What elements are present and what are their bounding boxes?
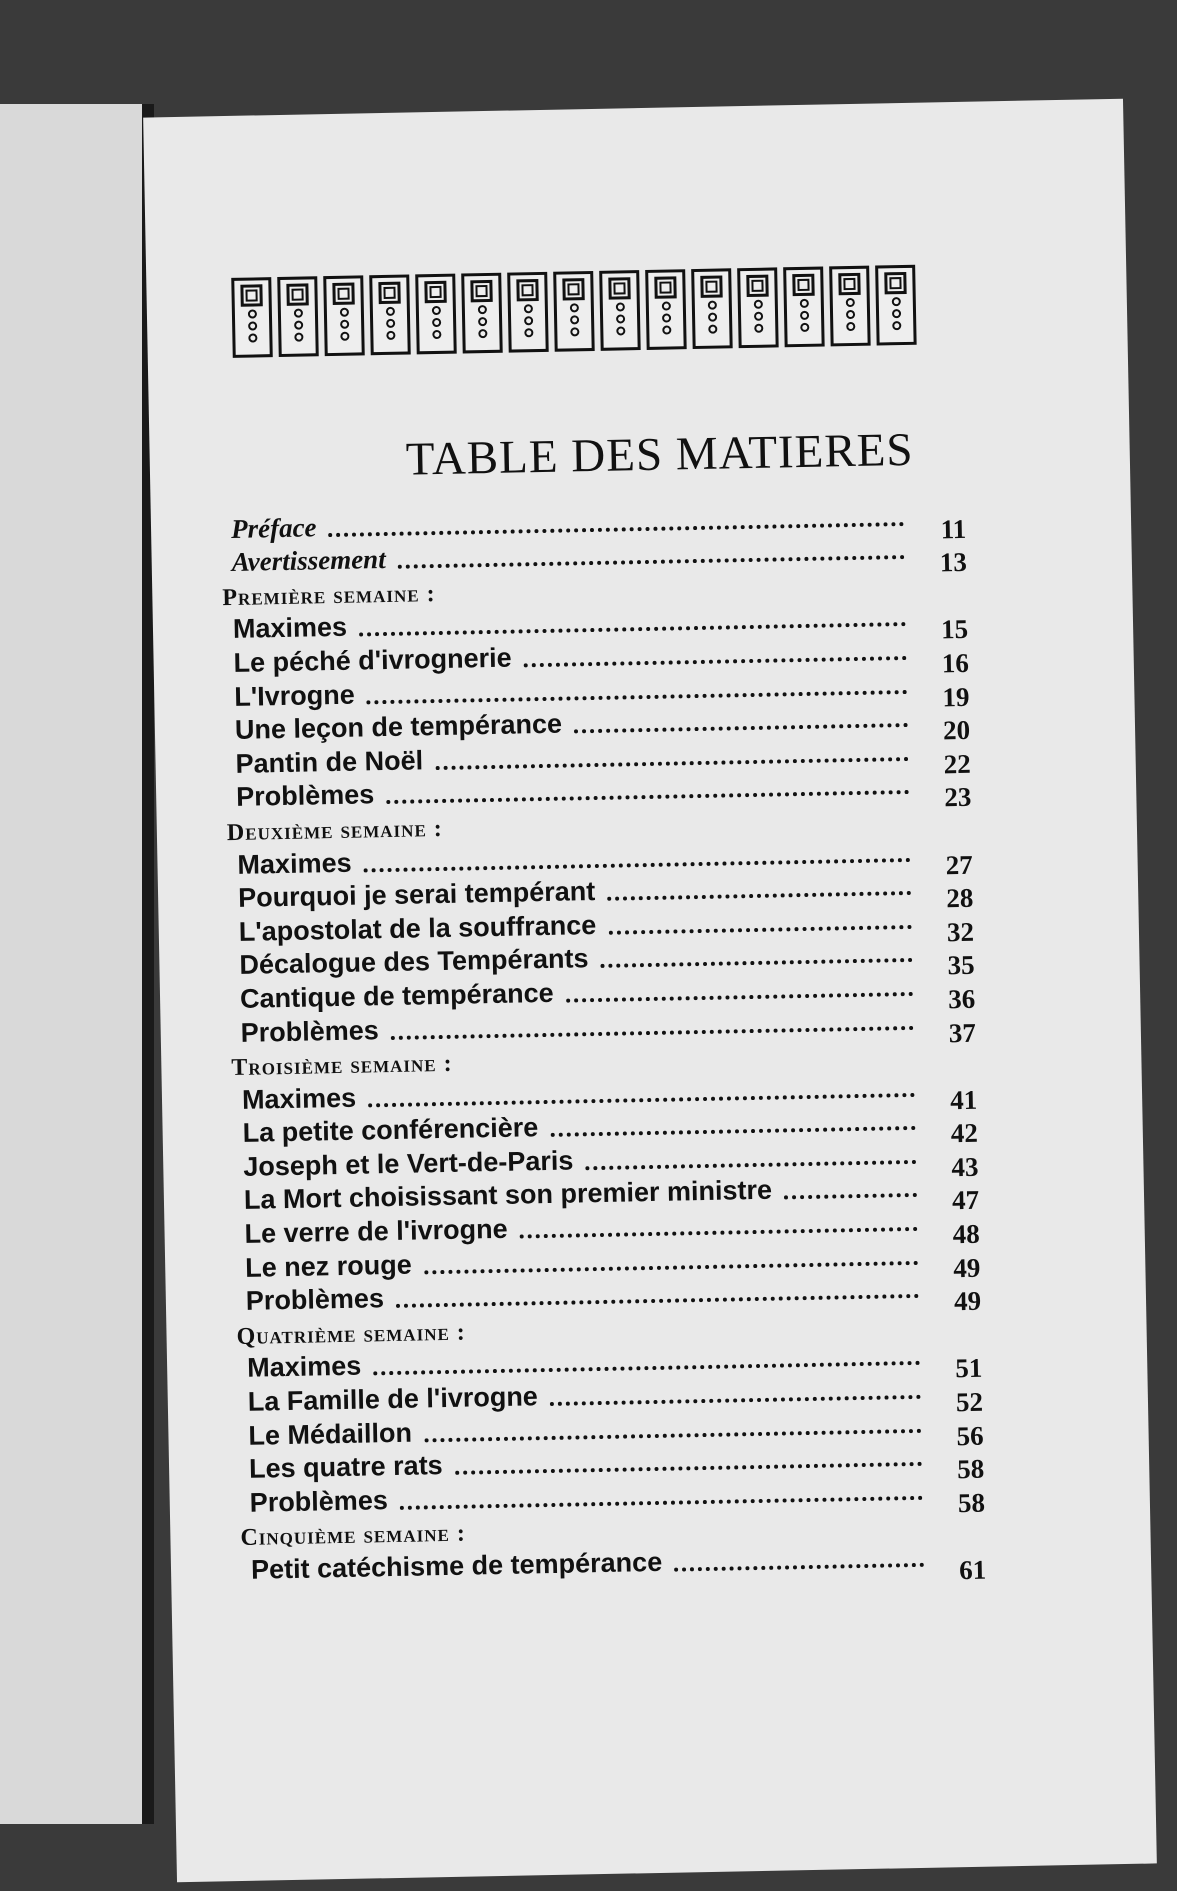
square-motif-icon bbox=[240, 284, 262, 306]
square-motif-icon bbox=[884, 272, 906, 294]
toc-page-number: 36 bbox=[947, 983, 976, 1015]
square-motif-icon bbox=[746, 275, 768, 297]
circle-motif-icon bbox=[386, 319, 395, 328]
toc-page-number: 52 bbox=[955, 1386, 984, 1418]
toc-label: Petit catéchisme de tempérance bbox=[250, 1546, 663, 1585]
circle-motif-icon bbox=[478, 329, 487, 338]
toc-label: La Famille de l'ivrogne bbox=[247, 1381, 539, 1417]
toc-label: Le verre de l'ivrogne bbox=[244, 1213, 508, 1249]
square-motif-icon bbox=[332, 283, 354, 305]
circle-motif-icon bbox=[707, 301, 716, 310]
toc-page-number: 23 bbox=[944, 782, 972, 813]
circle-motif-icon bbox=[891, 297, 900, 306]
toc-page-number: 49 bbox=[953, 1285, 982, 1317]
circle-motif-icon bbox=[800, 323, 809, 332]
toc-label: Préface bbox=[230, 511, 317, 544]
dot-leader bbox=[524, 656, 907, 667]
toc-page-number: 13 bbox=[939, 547, 968, 578]
circle-motif-icon bbox=[293, 309, 302, 318]
dot-leader bbox=[784, 1193, 917, 1200]
toc-page-number: 42 bbox=[950, 1118, 979, 1149]
toc-page-number: 19 bbox=[942, 681, 970, 712]
toc-page-number: 43 bbox=[951, 1151, 979, 1183]
decorative-ornament-band bbox=[231, 265, 916, 358]
square-motif-icon bbox=[700, 275, 722, 297]
table-of-contents bbox=[221, 497, 987, 1586]
circle-motif-icon bbox=[661, 301, 670, 310]
toc-label: Maximes bbox=[237, 847, 352, 880]
circle-motif-icon bbox=[845, 298, 854, 307]
circle-motif-icon bbox=[799, 299, 808, 308]
circle-motif-icon bbox=[753, 312, 762, 321]
toc-page-number: 51 bbox=[955, 1353, 983, 1384]
toc-label: Maximes bbox=[232, 612, 348, 645]
circle-motif-icon bbox=[662, 313, 671, 322]
toc-label: Maximes bbox=[246, 1351, 362, 1384]
ornament-tile bbox=[415, 274, 457, 355]
circle-motif-icon bbox=[708, 325, 717, 334]
toc-label: Cantique de tempérance bbox=[239, 977, 554, 1014]
toc-label: Troisième semaine : bbox=[231, 1050, 453, 1082]
toc-label: Une leçon de tempérance bbox=[234, 708, 563, 746]
square-motif-icon bbox=[378, 282, 400, 304]
toc-page-number: 37 bbox=[948, 1017, 977, 1048]
circle-motif-icon bbox=[294, 333, 303, 342]
circle-motif-icon bbox=[570, 327, 579, 336]
circle-motif-icon bbox=[753, 300, 762, 309]
ornament-tile bbox=[369, 274, 411, 355]
toc-page-number: 35 bbox=[947, 950, 975, 981]
dot-leader bbox=[674, 1563, 924, 1572]
dot-leader bbox=[608, 925, 912, 935]
toc-page-number: 20 bbox=[942, 714, 971, 746]
circle-motif-icon bbox=[431, 306, 440, 315]
circle-motif-icon bbox=[524, 316, 533, 325]
ornament-tile bbox=[323, 275, 365, 356]
circle-motif-icon bbox=[523, 304, 532, 313]
circle-motif-icon bbox=[662, 325, 671, 334]
toc-label: Pourquoi je serai tempérant bbox=[237, 876, 596, 914]
circle-motif-icon bbox=[385, 307, 394, 316]
circle-motif-icon bbox=[570, 315, 579, 324]
ornament-tile bbox=[783, 267, 825, 348]
dot-leader bbox=[601, 958, 913, 968]
book-page bbox=[143, 99, 1157, 1882]
square-motif-icon bbox=[838, 273, 860, 295]
circle-motif-icon bbox=[616, 314, 625, 323]
circle-motif-icon bbox=[340, 332, 349, 341]
square-motif-icon bbox=[562, 278, 584, 300]
circle-motif-icon bbox=[340, 320, 349, 329]
toc-label: Joseph et le Vert-de-Paris bbox=[243, 1145, 574, 1182]
square-motif-icon bbox=[654, 276, 676, 298]
circle-motif-icon bbox=[478, 317, 487, 326]
circle-motif-icon bbox=[386, 331, 395, 340]
dot-leader bbox=[574, 723, 908, 733]
toc-page-number: 22 bbox=[943, 748, 971, 780]
ornament-tile bbox=[507, 272, 549, 353]
dot-leader bbox=[550, 1395, 921, 1406]
toc-page-number: 32 bbox=[946, 916, 975, 948]
ornament-tile bbox=[231, 277, 273, 358]
ornament-tile bbox=[599, 270, 641, 351]
toc-page-number: 16 bbox=[941, 647, 970, 679]
toc-label: La Mort choisissant son premier ministre bbox=[243, 1175, 773, 1216]
toc-label: Décalogue des Tempérants bbox=[239, 943, 589, 981]
toc-page-number: 56 bbox=[956, 1420, 984, 1451]
toc-label: Le péché d'ivrognerie bbox=[233, 642, 512, 678]
ornament-tile bbox=[875, 265, 917, 346]
circle-motif-icon bbox=[616, 326, 625, 335]
toc-label: Les quatre rats bbox=[248, 1450, 443, 1485]
toc-page-number: 11 bbox=[940, 513, 967, 544]
ornament-tile bbox=[829, 266, 871, 347]
circle-motif-icon bbox=[892, 321, 901, 330]
square-motif-icon bbox=[608, 277, 630, 299]
facing-page-edge bbox=[0, 104, 154, 1824]
toc-label: L'Ivrogne bbox=[233, 679, 355, 712]
circle-motif-icon bbox=[294, 321, 303, 330]
toc-label: L'apostolat de la souffrance bbox=[238, 909, 597, 947]
circle-motif-icon bbox=[754, 324, 763, 333]
toc-page-number: 15 bbox=[940, 614, 969, 645]
dot-leader bbox=[586, 1160, 917, 1170]
circle-motif-icon bbox=[891, 309, 900, 318]
circle-motif-icon bbox=[615, 302, 624, 311]
toc-label: Problèmes bbox=[245, 1283, 385, 1317]
toc-label: Pantin de Noël bbox=[235, 745, 424, 779]
ornament-tile bbox=[645, 269, 687, 350]
dot-leader bbox=[550, 1126, 915, 1137]
circle-motif-icon bbox=[432, 318, 441, 327]
circle-motif-icon bbox=[432, 330, 441, 339]
square-motif-icon bbox=[286, 283, 308, 305]
toc-label: Problèmes bbox=[240, 1014, 380, 1048]
toc-page-number: 61 bbox=[958, 1554, 987, 1586]
circle-motif-icon bbox=[248, 321, 257, 330]
toc-label: Le nez rouge bbox=[244, 1249, 413, 1283]
dot-leader bbox=[520, 1227, 918, 1239]
toc-label: La petite conférencière bbox=[242, 1112, 539, 1149]
circle-motif-icon bbox=[707, 313, 716, 322]
toc-page-number: 48 bbox=[952, 1218, 981, 1250]
toc-label: Deuxième semaine : bbox=[226, 815, 444, 847]
toc-page-number: 27 bbox=[945, 849, 973, 880]
ornament-tile bbox=[277, 276, 319, 357]
dot-leader bbox=[566, 992, 913, 1003]
page-title: TABLE DES MATIERES bbox=[405, 423, 915, 486]
circle-motif-icon bbox=[247, 309, 256, 318]
toc-page-number: 58 bbox=[957, 1487, 986, 1518]
toc-label: Première semaine : bbox=[222, 580, 436, 611]
circle-motif-icon bbox=[845, 310, 854, 319]
toc-label: Problèmes bbox=[249, 1484, 389, 1518]
ornament-tile bbox=[553, 271, 595, 352]
toc-page-number: 49 bbox=[953, 1252, 981, 1283]
toc-label: Quatrième semaine : bbox=[236, 1319, 467, 1350]
toc-label: Le Médaillon bbox=[248, 1417, 413, 1451]
toc-label: Avertissement bbox=[231, 544, 386, 578]
ornament-tile bbox=[691, 268, 733, 349]
circle-motif-icon bbox=[846, 322, 855, 331]
toc-page-number: 41 bbox=[949, 1084, 978, 1115]
circle-motif-icon bbox=[477, 305, 486, 314]
circle-motif-icon bbox=[799, 311, 808, 320]
square-motif-icon bbox=[470, 280, 492, 302]
ornament-tile bbox=[461, 273, 503, 354]
ornament-tile bbox=[737, 267, 779, 348]
toc-label: Problèmes bbox=[235, 779, 375, 813]
square-motif-icon bbox=[792, 274, 814, 296]
dot-leader bbox=[607, 891, 911, 901]
circle-motif-icon bbox=[569, 303, 578, 312]
circle-motif-icon bbox=[248, 333, 257, 342]
square-motif-icon bbox=[516, 279, 538, 301]
square-motif-icon bbox=[424, 281, 446, 303]
toc-label: Cinquième semaine : bbox=[240, 1521, 467, 1552]
toc-page-number: 28 bbox=[945, 882, 974, 914]
toc-label: Maximes bbox=[241, 1082, 357, 1115]
toc-page-number: 58 bbox=[956, 1453, 985, 1485]
toc-page-number: 47 bbox=[951, 1185, 980, 1216]
circle-motif-icon bbox=[524, 328, 533, 337]
circle-motif-icon bbox=[339, 308, 348, 317]
